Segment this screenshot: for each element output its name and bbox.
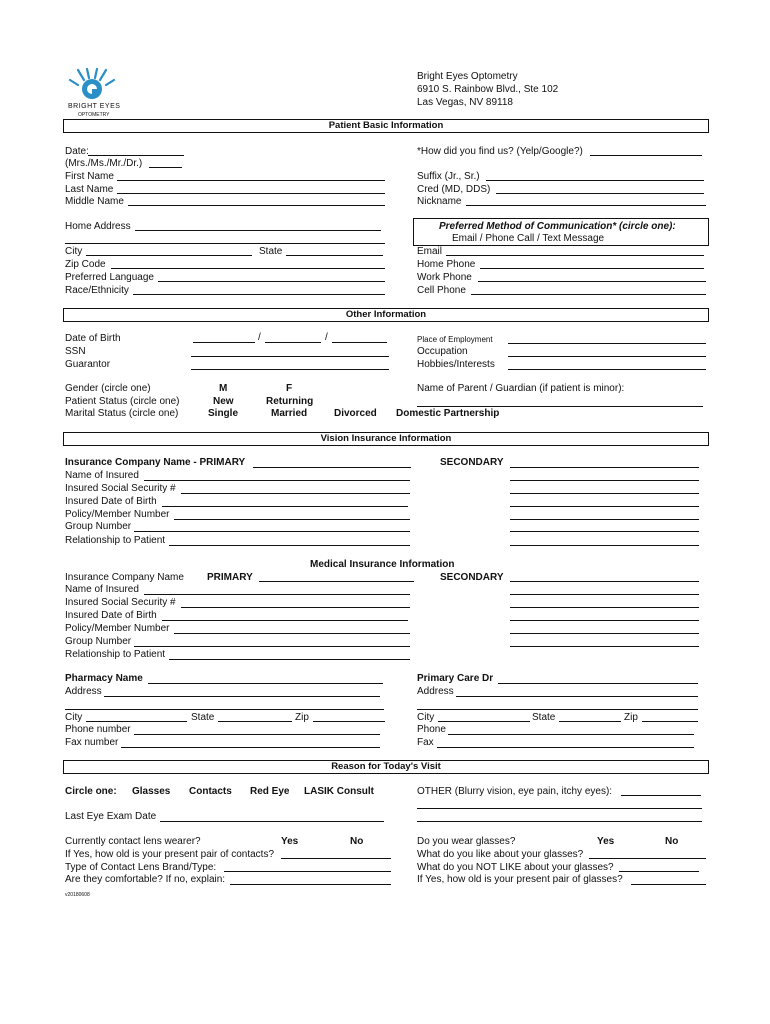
marital-single-option[interactable]: Single — [208, 408, 239, 419]
medical-policy-label: Policy/Member Number — [65, 623, 170, 634]
contact-brand-label: Type of Contact Lens Brand/Type: — [65, 862, 217, 873]
employment-label: Place of Employment — [417, 335, 493, 344]
patient-status-label: Patient Status (circle one) — [65, 396, 180, 407]
comfortable-field[interactable] — [230, 884, 391, 885]
last-exam-field[interactable] — [160, 821, 384, 822]
home-address-field[interactable] — [135, 230, 381, 231]
version-text: v20180608 — [65, 892, 90, 898]
section-medical: Medical Insurance Information — [310, 559, 455, 570]
pharmacy-phone-field[interactable] — [134, 734, 380, 735]
pcp-city-label: City — [417, 712, 435, 723]
vision-secondary-label: SECONDARY — [440, 457, 504, 468]
vision-group-label: Group Number — [65, 521, 132, 532]
language-field[interactable] — [158, 281, 385, 282]
home-address-label: Home Address — [65, 221, 131, 232]
zip-label: Zip Code — [65, 259, 106, 270]
pharmacy-zip-field[interactable] — [313, 721, 385, 722]
nickname-field[interactable] — [466, 205, 706, 206]
medical-relationship-field[interactable] — [169, 659, 410, 660]
like-glasses-label: What do you like about your glasses? — [417, 849, 584, 860]
pcp-state-field[interactable] — [559, 721, 621, 722]
medical-secondary-field-4[interactable] — [510, 620, 699, 621]
hobbies-field[interactable] — [508, 369, 706, 370]
city-label: City — [65, 246, 83, 257]
pcp-fax-field[interactable] — [437, 747, 694, 748]
pharmacy-city-field[interactable] — [86, 721, 187, 722]
glasses-no-option[interactable]: No — [665, 836, 679, 847]
contact-brand-field[interactable] — [224, 871, 391, 872]
vision-company-field[interactable] — [253, 467, 411, 468]
pharmacy-fax-label: Fax number — [65, 737, 119, 748]
marital-divorced-option[interactable]: Divorced — [334, 408, 377, 419]
clinic-address1: 6910 S. Rainbow Blvd., Ste 102 — [417, 84, 559, 95]
last-exam-label: Last Eye Exam Date — [65, 811, 157, 822]
parent-field[interactable] — [417, 406, 703, 407]
zip-field[interactable] — [111, 268, 385, 269]
comm-title: Preferred Method of Communication* (circle one): — [439, 221, 676, 232]
contact-age-field[interactable] — [281, 858, 391, 859]
medical-secondary-field-6[interactable] — [510, 646, 699, 647]
marital-domestic-option[interactable]: Domestic Partnership — [396, 408, 500, 419]
pharmacy-city-label: City — [65, 712, 83, 723]
employment-field[interactable] — [508, 343, 706, 344]
logo-name: BRIGHT EYES — [68, 103, 121, 110]
medical-dob-label: Insured Date of Birth — [65, 610, 157, 621]
dob-sep-2: / — [325, 332, 328, 343]
reason-red-eye-option[interactable]: Red Eye — [250, 786, 290, 797]
last-name-field[interactable] — [117, 193, 385, 194]
vision-secondary-field-2[interactable] — [510, 480, 699, 481]
salutation-label: (Mrs./Ms./Mr./Dr.) — [65, 158, 143, 169]
date-label: Date: — [65, 146, 89, 157]
pharmacy-fax-field[interactable] — [121, 747, 380, 748]
medical-policy-field[interactable] — [174, 633, 410, 634]
medical-ssn-field[interactable] — [181, 607, 410, 608]
suffix-field[interactable] — [486, 180, 704, 181]
last-name-label: Last Name — [65, 184, 114, 195]
not-like-glasses-field[interactable] — [619, 871, 699, 872]
comm-options[interactable]: Email / Phone Call / Text Message — [452, 233, 605, 244]
medical-ssn-label: Insured Social Security # — [65, 597, 176, 608]
pharmacy-zip-label: Zip — [295, 712, 309, 723]
vision-policy-field[interactable] — [174, 519, 410, 520]
vision-company-label: Insurance Company Name - PRIMARY — [65, 457, 246, 468]
medical-secondary-field-3[interactable] — [510, 607, 699, 608]
status-new-option[interactable]: New — [213, 396, 234, 407]
medical-company-label: Insurance Company Name — [65, 572, 184, 583]
email-field[interactable] — [446, 255, 704, 256]
section-other: Other Information — [63, 308, 709, 322]
vision-secondary-field-7[interactable] — [510, 545, 699, 546]
clinic-name: Bright Eyes Optometry — [417, 71, 518, 82]
vision-secondary-field[interactable] — [510, 467, 699, 468]
pcp-address-label: Address — [417, 686, 454, 697]
city-field[interactable] — [86, 255, 252, 256]
work-phone-label: Work Phone — [417, 272, 472, 283]
state-label: State — [259, 246, 283, 257]
vision-group-field[interactable] — [134, 531, 410, 532]
guarantor-field[interactable] — [191, 369, 389, 370]
reason-other-field[interactable] — [621, 795, 701, 796]
first-name-field[interactable] — [117, 180, 385, 181]
cell-phone-field[interactable] — [471, 294, 706, 295]
dob-sep-1: / — [258, 332, 261, 343]
how-find-field[interactable] — [590, 155, 702, 156]
wear-glasses-label: Do you wear glasses? — [417, 836, 516, 847]
home-address-field-2[interactable] — [65, 243, 385, 244]
home-phone-label: Home Phone — [417, 259, 476, 270]
contact-yes-option[interactable]: Yes — [281, 836, 299, 847]
date-field[interactable] — [88, 155, 184, 156]
how-find-label: *How did you find us? (Yelp/Google?) — [417, 146, 583, 157]
home-phone-field[interactable] — [480, 268, 704, 269]
cred-label: Cred (MD, DDS) — [417, 184, 491, 195]
reason-glasses-option[interactable]: Glasses — [132, 786, 171, 797]
parent-label: Name of Parent / Guardian (if patient is minor): — [417, 383, 625, 394]
reason-other-field-3[interactable] — [417, 821, 702, 822]
contact-no-option[interactable]: No — [350, 836, 364, 847]
cell-phone-label: Cell Phone — [417, 285, 466, 296]
vision-dob-label: Insured Date of Birth — [65, 496, 157, 507]
vision-ssn-field[interactable] — [181, 493, 410, 494]
glasses-age-label: If Yes, how old is your present pair of glasses? — [417, 874, 623, 885]
section-basic: Patient Basic Information — [63, 119, 709, 133]
pcp-fax-label: Fax — [417, 737, 434, 748]
ssn-label: SSN — [65, 346, 86, 357]
occupation-label: Occupation — [417, 346, 468, 357]
gender-m-option[interactable]: M — [219, 383, 228, 394]
email-label: Email — [417, 246, 443, 257]
medical-insured-field[interactable] — [144, 594, 410, 595]
gender-label: Gender (circle one) — [65, 383, 151, 394]
like-glasses-field[interactable] — [589, 858, 706, 859]
medical-secondary-field-2[interactable] — [510, 594, 699, 595]
guarantor-label: Guarantor — [65, 359, 111, 370]
pcp-zip-field[interactable] — [642, 721, 698, 722]
vision-secondary-field-6[interactable] — [510, 531, 699, 532]
pharmacy-address-field[interactable] — [104, 696, 380, 697]
pcp-phone-label: Phone — [417, 724, 446, 735]
vision-secondary-field-3[interactable] — [510, 493, 699, 494]
vision-relationship-label: Relationship to Patient — [65, 535, 166, 546]
medical-primary-label: PRIMARY — [207, 572, 253, 583]
pcp-address-field-2[interactable] — [417, 709, 698, 710]
pcp-label: Primary Care Dr — [417, 673, 494, 684]
reason-contacts-option[interactable]: Contacts — [189, 786, 232, 797]
state-field[interactable] — [286, 255, 383, 256]
ssn-field[interactable] — [191, 356, 389, 357]
pharmacy-name-label: Pharmacy Name — [65, 673, 143, 684]
medical-relationship-label: Relationship to Patient — [65, 649, 166, 660]
vision-dob-field[interactable] — [162, 506, 408, 507]
gender-f-option[interactable]: F — [286, 383, 293, 394]
hobbies-label: Hobbies/Interests — [417, 359, 495, 370]
status-returning-option[interactable]: Returning — [266, 396, 314, 407]
pcp-zip-label: Zip — [624, 712, 638, 723]
not-like-glasses-label: What do you NOT LIKE about your glasses? — [417, 862, 614, 873]
pcp-phone-field[interactable] — [448, 734, 694, 735]
section-vision: Vision Insurance Information — [63, 432, 709, 446]
pcp-address-field[interactable] — [456, 696, 698, 697]
dob-month-field[interactable] — [193, 342, 255, 343]
pharmacy-state-field[interactable] — [218, 721, 292, 722]
vision-secondary-field-5[interactable] — [510, 519, 699, 520]
vision-secondary-field-4[interactable] — [510, 506, 699, 507]
pcp-city-field[interactable] — [438, 721, 530, 722]
vision-insured-field[interactable] — [144, 480, 410, 481]
pcp-field[interactable] — [498, 683, 698, 684]
middle-name-field[interactable] — [128, 205, 385, 206]
dob-label: Date of Birth — [65, 333, 121, 344]
marital-label: Marital Status (circle one) — [65, 408, 179, 419]
medical-insured-label: Name of Insured — [65, 584, 139, 595]
nickname-label: Nickname — [417, 196, 462, 207]
middle-name-label: Middle Name — [65, 196, 124, 207]
medical-group-field[interactable] — [134, 646, 410, 647]
vision-relationship-field[interactable] — [169, 545, 410, 546]
clinic-address2: Las Vegas, NV 89118 — [417, 97, 513, 108]
logo-sub: OPTOMETRY — [78, 112, 110, 118]
medical-dob-field[interactable] — [162, 620, 408, 621]
race-label: Race/Ethnicity — [65, 285, 129, 296]
vision-policy-label: Policy/Member Number — [65, 509, 170, 520]
marital-married-option[interactable]: Married — [271, 408, 308, 419]
contact-age-label: If Yes, how old is your present pair of contacts? — [65, 849, 275, 860]
medical-group-label: Group Number — [65, 636, 132, 647]
contact-wearer-label: Currently contact lens wearer? — [65, 836, 201, 847]
reason-other-field-2[interactable] — [417, 808, 702, 809]
circle-one-label: Circle one: — [65, 786, 117, 797]
pharmacy-state-label: State — [191, 712, 215, 723]
occupation-field[interactable] — [508, 356, 706, 357]
medical-secondary-field[interactable] — [510, 581, 699, 582]
pharmacy-address-label: Address — [65, 686, 102, 697]
first-name-label: First Name — [65, 171, 114, 182]
logo — [62, 68, 122, 120]
race-field[interactable] — [133, 294, 385, 295]
pharmacy-phone-label: Phone number — [65, 724, 131, 735]
pharmacy-name-field[interactable] — [148, 683, 383, 684]
glasses-age-field[interactable] — [631, 884, 706, 885]
cred-field[interactable] — [496, 193, 704, 194]
eye-lashes-logo-icon — [62, 68, 122, 104]
medical-secondary-label: SECONDARY — [440, 572, 504, 583]
medical-company-field[interactable] — [259, 581, 414, 582]
vision-ssn-label: Insured Social Security # — [65, 483, 176, 494]
reason-lasik-option[interactable]: LASIK Consult — [304, 786, 374, 797]
salutation-field[interactable] — [149, 167, 182, 168]
medical-secondary-field-5[interactable] — [510, 633, 699, 634]
dob-day-field[interactable] — [265, 342, 321, 343]
pcp-state-label: State — [532, 712, 556, 723]
pharmacy-address-field-2[interactable] — [65, 709, 384, 710]
glasses-yes-option[interactable]: Yes — [597, 836, 615, 847]
reason-other-label: OTHER (Blurry vision, eye pain, itchy eyes): — [417, 786, 613, 797]
vision-insured-label: Name of Insured — [65, 470, 139, 481]
suffix-label: Suffix (Jr., Sr.) — [417, 171, 480, 182]
section-reason: Reason for Today's Visit — [63, 760, 709, 774]
language-label: Preferred Language — [65, 272, 154, 283]
work-phone-field[interactable] — [478, 281, 706, 282]
dob-year-field[interactable] — [332, 342, 387, 343]
comfortable-label: Are they comfortable? If no, explain: — [65, 874, 226, 885]
